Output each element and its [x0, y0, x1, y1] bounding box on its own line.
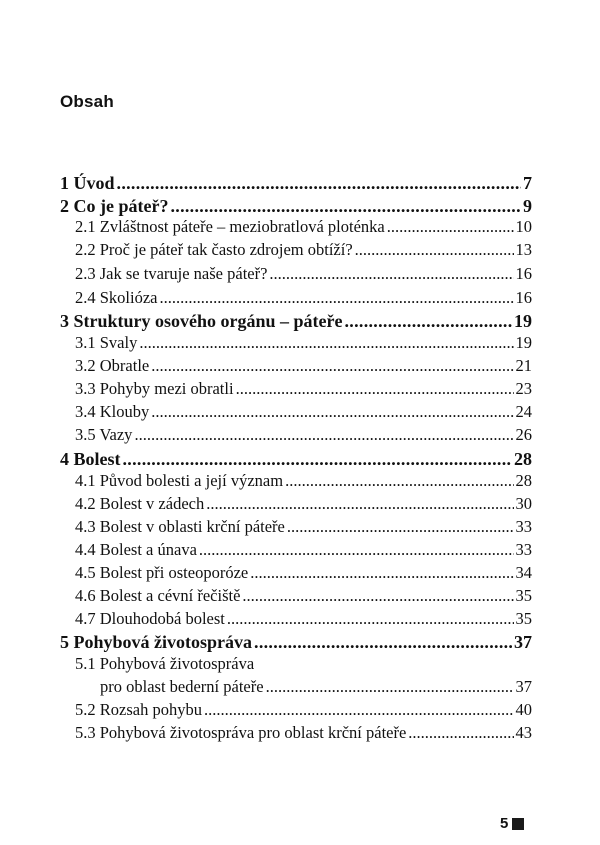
dot-leader: [206, 494, 513, 514]
toc-entry-label: 4.1 Původ bolesti a její význam: [75, 471, 284, 490]
toc-entry-label: 3.2 Obratle: [75, 356, 150, 375]
toc-entry-page: 19: [514, 311, 532, 331]
dot-leader: [139, 333, 513, 353]
toc-section-entry: [60, 377, 532, 399]
dot-leader: [199, 540, 514, 560]
toc-entry-page: 13: [515, 240, 532, 259]
page-number-text: 5: [500, 815, 509, 832]
dot-leader: [287, 517, 514, 537]
toc-entry-label: 4.5 Bolest při osteoporóze: [75, 563, 249, 582]
toc-chapter-entry: [60, 308, 532, 332]
dot-leader: [134, 425, 513, 445]
dot-leader: [117, 173, 521, 194]
toc-entry-page: 26: [515, 425, 532, 444]
toc-entry-page: 35: [515, 586, 532, 605]
toc-entry-label: 3.5 Vazy: [75, 425, 133, 444]
toc-section-entry: [60, 400, 532, 422]
toc-entry-label: 1 Úvod: [60, 173, 115, 193]
page-marker-square: [512, 818, 524, 830]
toc-entry-page: 10: [515, 217, 532, 236]
dot-leader: [254, 632, 512, 653]
toc-entry-page: 37: [515, 677, 532, 696]
toc-chapter-entry: [60, 446, 532, 470]
toc-heading: Obsah: [60, 92, 114, 111]
toc-section-entry: [60, 262, 532, 284]
toc-section-entry: [60, 469, 532, 491]
dot-leader: [269, 264, 513, 284]
toc-section-entry: [60, 561, 532, 583]
dot-leader: [345, 311, 513, 332]
toc-entry-label: 4.6 Bolest a cévní řečiště: [75, 586, 241, 605]
toc-chapter-entry: [60, 193, 532, 217]
toc-entry-page: 23: [515, 379, 532, 398]
toc-entry-label: 4.7 Dlouhodobá bolest: [75, 609, 225, 628]
toc-entry-page: 24: [515, 402, 532, 421]
dot-leader: [242, 586, 513, 606]
toc-section-entry: [60, 652, 532, 674]
toc-entry-label: 2 Co je páteř?: [60, 196, 169, 216]
dot-leader: [123, 449, 513, 470]
toc-section-entry: [60, 698, 532, 720]
dot-leader: [236, 379, 514, 399]
dot-leader: [151, 402, 513, 422]
dot-leader: [250, 563, 513, 583]
toc-chapter-entry: [60, 629, 532, 653]
toc-entry-page: 16: [515, 264, 532, 283]
dot-leader: [355, 240, 514, 260]
toc-entry-page: 28: [515, 471, 532, 490]
toc-entry-label: 2.4 Skolióza: [75, 288, 158, 307]
toc-entry-page: 43: [515, 723, 532, 742]
toc-section-entry: [60, 286, 532, 308]
toc-entry-label: pro oblast bederní páteře: [100, 677, 264, 696]
toc-entry-label: 2.3 Jak se tvaruje naše páteř?: [75, 264, 268, 283]
dot-leader: [387, 217, 514, 237]
toc-section-entry: [60, 331, 532, 353]
toc-entry-label: 3 Struktury osového orgánu – páteře: [60, 311, 343, 331]
toc-entry-page: 9: [523, 196, 532, 216]
toc-entry-page: 28: [514, 449, 532, 469]
toc-section-entry: [60, 538, 532, 560]
toc-entry-label: 5.1 Pohybová životospráva: [75, 654, 255, 673]
toc-section-entry: [60, 423, 532, 445]
dot-leader: [266, 677, 514, 697]
toc-entry-label: 4.3 Bolest v oblasti krční páteře: [75, 517, 285, 536]
toc-entry-page: 33: [515, 540, 532, 559]
toc-entry-label: 4.4 Bolest a únava: [75, 540, 197, 559]
toc-entry-label: 5.3 Pohybová životospráva pro oblast krční páteře: [75, 723, 407, 742]
toc-entry-page: 21: [515, 356, 532, 375]
toc-entry-page: 30: [515, 494, 532, 513]
toc-section-entry: [60, 354, 532, 376]
toc-entry-page: 40: [515, 700, 532, 719]
toc-entry-label: 4 Bolest: [60, 449, 121, 469]
toc-entry-page: 7: [523, 173, 532, 193]
toc-entry-label: 3.1 Svaly: [75, 333, 138, 352]
page-number: [500, 815, 524, 832]
toc-section-entry: [60, 515, 532, 537]
toc-entry-label: 3.4 Klouby: [75, 402, 150, 421]
toc-entry-page: 34: [515, 563, 532, 582]
toc-section-entry: [60, 215, 532, 237]
toc-entry-page: 16: [515, 288, 532, 307]
toc-entry-page: 33: [515, 517, 532, 536]
toc-section-entry: [60, 607, 532, 629]
dot-leader: [204, 700, 514, 720]
dot-leader: [285, 471, 513, 491]
toc-entry-page: 37: [514, 632, 532, 652]
toc-entry-label: 2.2 Proč je páteř tak často zdrojem obtíží?: [75, 240, 353, 259]
toc-entry-page: 35: [515, 609, 532, 628]
toc-entry-label: 5 Pohybová životospráva: [60, 632, 253, 652]
toc-entry-page: 19: [515, 333, 532, 352]
dot-leader: [170, 196, 521, 217]
toc-section-entry: [60, 492, 532, 514]
toc-chapter-entry: [60, 170, 532, 194]
toc-section-entry: [60, 238, 532, 260]
dot-leader: [227, 609, 514, 629]
dot-leader: [408, 723, 513, 743]
toc-entry-label: 2.1 Zvláštnost páteře – meziobratlová ploténka: [75, 217, 385, 236]
dot-leader: [160, 288, 514, 308]
toc-entry-label: 5.2 Rozsah pohybu: [75, 700, 202, 719]
toc-entry-label: 3.3 Pohyby mezi obratli: [75, 379, 234, 398]
toc-section-entry: [60, 675, 532, 697]
dot-leader: [151, 356, 513, 376]
toc-entry-label: 4.2 Bolest v zádech: [75, 494, 205, 513]
toc-section-entry: [60, 721, 532, 743]
toc-section-entry: [60, 584, 532, 606]
